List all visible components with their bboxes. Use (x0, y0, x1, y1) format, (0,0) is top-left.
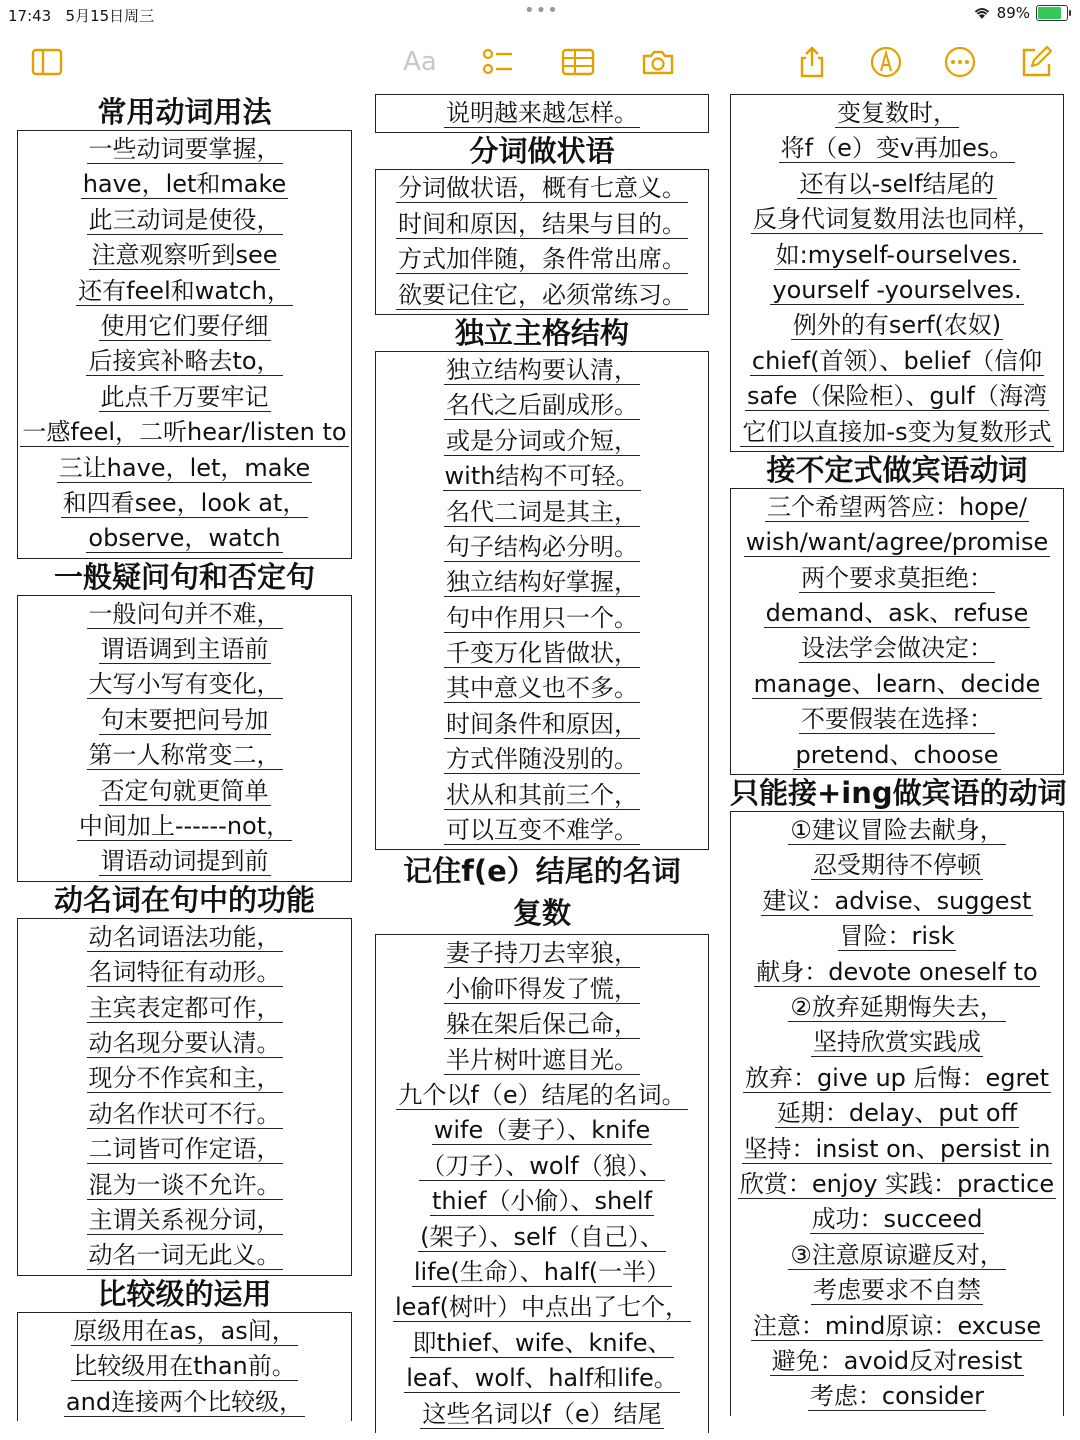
verse-line[interactable] (18, 955, 351, 990)
verse-line-text: 谓语动词提到前 (100, 847, 269, 876)
verse-line-text: 变复数时， (837, 99, 957, 127)
verse-line-text: 动名一词无此义。 (88, 1241, 281, 1270)
verse-line-text: 坚持欣赏实践成 (813, 1028, 981, 1057)
verse-line-text: 妻子持刀去宰狼， (446, 939, 638, 968)
verse-line[interactable] (18, 132, 351, 167)
verse-line-text: demand、ask、refuse (765, 599, 1029, 628)
verse-line-text: 忍受期待不停顿 (813, 851, 981, 880)
status-bar (0, 0, 1080, 28)
verse-box (17, 595, 352, 882)
verse-line[interactable] (376, 1007, 708, 1042)
verse-line[interactable] (376, 171, 708, 206)
verse-line[interactable] (376, 1326, 708, 1361)
verse-line-text: 名词特征有动形。 (88, 958, 281, 987)
verse-line[interactable] (731, 1238, 1063, 1273)
verse-line[interactable] (376, 565, 708, 600)
verse-line-text: 小偷吓得发了慌， (446, 974, 638, 1003)
verse-line-text: 例外的有serf(农奴) (792, 311, 1002, 340)
verse-line-text: 即thief、wife、knife、 (412, 1328, 672, 1357)
verse-line-text: wish/want/agree/promise (745, 528, 1049, 557)
verse-line[interactable] (376, 1290, 708, 1325)
note-column-3 (730, 94, 1067, 1416)
verse-line[interactable] (731, 490, 1063, 525)
verse-line-text: 第一人称常变二， (88, 741, 281, 770)
verse-line[interactable] (18, 1061, 351, 1096)
verse-line-text: 时间条件和原因， (446, 709, 638, 738)
multitask-dots-icon[interactable]: ••• (524, 0, 559, 21)
verse-line-text: 反身代词复数用法也同样， (753, 205, 1041, 234)
verse-line[interactable] (376, 1220, 708, 1255)
verse-line[interactable] (376, 1078, 708, 1113)
verse-line-text: 状从和其前三个， (446, 780, 638, 809)
compose-icon[interactable] (1016, 42, 1056, 82)
verse-line[interactable] (731, 990, 1063, 1025)
verse-line[interactable] (18, 167, 351, 202)
markup-pen-icon[interactable] (866, 42, 906, 82)
verse-line-text: 句末要把问号加 (100, 705, 269, 734)
verse-line-text: 分词做状语，概有七意义。 (398, 174, 686, 203)
verse-line[interactable] (18, 738, 351, 773)
verse-line-text: 方式加伴随，条件常出席。 (398, 245, 686, 274)
verse-line-text: 此三动词是使役， (88, 205, 281, 234)
verse-line[interactable] (376, 813, 708, 848)
verse-line-text: 方式伴随没别的。 (446, 745, 638, 774)
verse-line-text: leaf(树叶）中点出了七个， (395, 1293, 689, 1322)
verse-line[interactable] (18, 380, 351, 415)
verse-line[interactable] (731, 1379, 1063, 1414)
more-options-icon[interactable] (940, 42, 980, 82)
verse-line[interactable] (731, 919, 1063, 954)
verse-line-text: 冒险：risk (839, 922, 955, 951)
verse-line-text: 考虑要求不自禁 (813, 1276, 981, 1305)
section-title: 接不定式做宾语动词 (766, 452, 1028, 487)
verse-line-text: 或是分词或介短， (446, 426, 638, 455)
verse-line[interactable] (731, 955, 1063, 990)
verse-line[interactable] (731, 238, 1063, 273)
verse-line-text: 后接宾补略去to， (88, 347, 281, 376)
verse-line[interactable] (731, 1344, 1063, 1379)
verse-line[interactable] (376, 353, 708, 388)
verse-line-text: 考虑：consider (809, 1382, 985, 1411)
verse-line-text: 句中作用只一个。 (446, 603, 638, 632)
verse-line-text: 放弃：give up 后悔：egret (744, 1063, 1050, 1092)
verse-line-text: 躲在架后保己命， (446, 1010, 638, 1039)
verse-line[interactable] (376, 530, 708, 565)
verse-line-text: 欣赏：enjoy 实践：practice (739, 1169, 1055, 1198)
verse-line-text: 将f（e）变v再加es。 (780, 134, 1014, 163)
verse-line[interactable] (18, 486, 351, 521)
verse-line-text: chief(首领）、belief（信仰 (751, 346, 1043, 375)
verse-line[interactable] (731, 1309, 1063, 1344)
verse-line-text: safe（保险柜）、gulf（海湾 (747, 382, 1047, 411)
verse-line[interactable] (376, 388, 708, 423)
section-title: 只能接+ing做宾语的动词 (730, 776, 1067, 811)
verse-line[interactable] (376, 636, 708, 671)
verse-box (17, 1312, 352, 1421)
status-time: 17:43 5月15日周三 (8, 7, 155, 25)
verse-line[interactable] (731, 702, 1063, 737)
verse-line-text: leaf、wolf、half和life。 (406, 1364, 678, 1393)
verse-line-text: 它们以直接加-s变为复数形式 (742, 417, 1052, 446)
verse-line[interactable] (376, 601, 708, 636)
verse-line[interactable] (18, 1349, 351, 1384)
note-column-2 (375, 94, 709, 1433)
verse-line[interactable] (731, 596, 1063, 631)
verse-line-text: 原级用在as，as间， (73, 1316, 296, 1345)
verse-line-text: 此点千万要牢记 (100, 382, 269, 411)
verse-line[interactable] (376, 1397, 708, 1432)
verse-line[interactable] (731, 631, 1063, 666)
verse-line[interactable] (18, 451, 351, 486)
verse-line-text: have，let和make (82, 170, 287, 199)
verse-line-text: 设法学会做决定： (801, 634, 993, 663)
verse-line[interactable] (376, 424, 708, 459)
verse-line[interactable] (376, 242, 708, 277)
verse-line-text: 名代二词是其主， (446, 497, 638, 526)
section-title: 记住f(e）结尾的名词复数 (403, 854, 681, 931)
verse-line-text: 比较级用在than前。 (73, 1352, 296, 1381)
verse-line-text: 中间加上------not， (78, 812, 291, 841)
section-title: 独立主格结构 (454, 315, 629, 350)
verse-line[interactable] (376, 972, 708, 1007)
verse-line[interactable] (731, 131, 1063, 166)
verse-line[interactable] (376, 1149, 708, 1184)
verse-line[interactable] (731, 561, 1063, 596)
verse-line-text: 半片树叶遮目光。 (446, 1045, 638, 1074)
notes-toolbar (0, 36, 1080, 86)
verse-line-text: 二词皆可作定语， (88, 1135, 281, 1164)
checklist-icon[interactable] (478, 42, 518, 82)
verse-line-text: ②放弃延期悔失去， (790, 992, 1004, 1021)
verse-line[interactable] (18, 415, 351, 450)
section-title: 比较级的运用 (97, 1276, 272, 1311)
verse-line-text: 献身：devote oneself to (756, 957, 1038, 986)
verse-line[interactable] (18, 774, 351, 809)
verse-line[interactable] (376, 936, 708, 971)
verse-line-text: yourself -yourselves. (772, 275, 1022, 304)
verse-line[interactable] (18, 844, 351, 879)
verse-line-text: 动名现分要认清。 (88, 1028, 281, 1057)
verse-line-text: 独立结构好掌握， (446, 568, 638, 597)
verse-line[interactable] (731, 379, 1063, 414)
verse-line-text: 一感feel，二听hear/listen to (22, 418, 347, 447)
verse-line[interactable] (376, 671, 708, 706)
wifi-icon (973, 6, 991, 20)
verse-line-text: with结构不可轻。 (444, 462, 640, 491)
verse-line[interactable] (376, 278, 708, 313)
verse-line[interactable] (731, 167, 1063, 202)
verse-line[interactable] (18, 238, 351, 273)
section-title: 分词做状语 (469, 134, 615, 169)
verse-line[interactable] (731, 273, 1063, 308)
verse-line[interactable] (18, 344, 351, 379)
verse-line-text: 欲要记住它，必须常练习。 (398, 280, 686, 309)
verse-line[interactable] (376, 707, 708, 742)
verse-box (375, 94, 709, 133)
verse-line[interactable] (18, 521, 351, 556)
verse-line-text: life(生命）、half(一半） (413, 1257, 671, 1286)
verse-line[interactable] (731, 202, 1063, 237)
verse-line-text: 大写小写有变化， (88, 670, 281, 699)
verse-line-text: pretend、choose (795, 740, 999, 769)
verse-line[interactable] (18, 597, 351, 632)
verse-line-text: ①建议冒险去献身， (790, 816, 1004, 845)
verse-line-text: 动名作状可不行。 (88, 1099, 281, 1128)
format-text-button[interactable]: Aa (403, 47, 437, 77)
verse-line-text: 动名词语法功能， (88, 922, 281, 951)
verse-box (730, 811, 1064, 1416)
verse-line[interactable] (18, 1203, 351, 1238)
verse-line-text: 成功：succeed (811, 1205, 983, 1234)
verse-line[interactable] (731, 308, 1063, 343)
verse-line-text: 现分不作宾和主， (88, 1064, 281, 1093)
verse-line-text: 谓语调到主语前 (100, 635, 269, 664)
verse-line[interactable] (376, 207, 708, 242)
verse-line[interactable] (376, 1113, 708, 1148)
verse-line-text: 一些动词要掌握， (88, 135, 281, 163)
share-icon[interactable] (792, 42, 832, 82)
verse-line[interactable] (18, 920, 351, 955)
verse-line[interactable] (18, 1026, 351, 1061)
verse-line[interactable] (731, 1025, 1063, 1060)
verse-line[interactable] (731, 344, 1063, 379)
verse-line-text: and连接两个比较级， (65, 1387, 304, 1416)
verse-line[interactable] (18, 1097, 351, 1132)
verse-line-text: 千变万化皆做状， (446, 639, 638, 668)
verse-line[interactable] (18, 809, 351, 844)
verse-line[interactable] (731, 813, 1063, 848)
verse-line[interactable] (376, 495, 708, 530)
battery-percent: 89% (996, 4, 1030, 22)
verse-line[interactable] (376, 459, 708, 494)
camera-icon[interactable] (638, 42, 678, 82)
verse-line-text: 使用它们要仔细 (100, 311, 269, 340)
verse-line[interactable] (731, 848, 1063, 883)
verse-line-text: 注意：mind原谅：excuse (752, 1311, 1042, 1340)
verse-line-text: 名代之后副成形。 (446, 391, 638, 420)
verse-box (17, 918, 352, 1276)
verse-box (375, 934, 709, 1432)
sidebar-toggle-icon[interactable] (27, 42, 67, 82)
verse-line-text: 还有以-self结尾的 (799, 169, 995, 198)
verse-line[interactable] (731, 96, 1063, 131)
verse-line-text: 两个要求莫拒绝： (801, 563, 993, 592)
verse-line[interactable] (18, 1314, 351, 1349)
note-column-1 (17, 94, 352, 1421)
verse-line[interactable] (18, 309, 351, 344)
verse-line-text: 这些名词以f（e）结尾 (422, 1399, 662, 1428)
verse-line-text: 如:myself-ourselves. (775, 240, 1019, 269)
verse-line[interactable] (731, 1132, 1063, 1167)
verse-line[interactable] (731, 1167, 1063, 1202)
verse-line[interactable] (376, 1043, 708, 1078)
verse-line[interactable] (18, 1132, 351, 1167)
section-title: 动名词在句中的功能 (53, 882, 315, 917)
verse-line-text: 时间和原因，结果与目的。 (398, 209, 686, 238)
verse-line[interactable] (18, 203, 351, 238)
verse-line-text: 九个以f（e）结尾的名词。 (398, 1080, 686, 1109)
verse-line-text: 还有feel和watch， (78, 276, 291, 305)
verse-line[interactable] (376, 96, 708, 131)
section-title: 一般疑问句和否定句 (53, 559, 315, 594)
verse-line-text: 延期：delay、put off (776, 1099, 1018, 1128)
verse-line[interactable] (376, 1361, 708, 1396)
verse-box (375, 351, 709, 850)
verse-box (17, 130, 352, 559)
verse-line[interactable] (18, 1168, 351, 1203)
battery-icon (1036, 5, 1068, 21)
verse-line-text: 独立结构要认清， (446, 355, 638, 384)
verse-line[interactable] (731, 667, 1063, 702)
verse-line[interactable] (376, 778, 708, 813)
verse-line[interactable] (18, 667, 351, 702)
verse-line-text: 可以互变不难学。 (446, 816, 638, 845)
verse-line-text: 三让have，let，make (58, 453, 311, 482)
verse-line-text: wife（妻子）、knife (433, 1116, 651, 1145)
verse-line-text: 一般问句并不难， (88, 599, 281, 628)
verse-line-text: 否定句就更简单 (100, 776, 269, 805)
verse-line[interactable] (18, 991, 351, 1026)
verse-line[interactable] (18, 1238, 351, 1273)
verse-line-text: 不要假装在选择： (801, 705, 993, 734)
verse-line-text: 和四看see，look at， (62, 488, 307, 517)
verse-line-text: 其中意义也不多。 (446, 674, 638, 703)
verse-line-text: 避免：avoid反对resist (771, 1346, 1023, 1375)
section-title: 常用动词用法 (97, 95, 272, 129)
verse-line[interactable] (376, 742, 708, 777)
verse-line[interactable] (731, 738, 1063, 773)
verse-line[interactable] (731, 1061, 1063, 1096)
verse-line-text: manage、learn、decide (753, 669, 1041, 698)
verse-line-text: ③注意原谅避反对， (790, 1240, 1004, 1269)
verse-line-text: 主宾表定都可作， (88, 993, 281, 1022)
verse-line-text: 混为一谈不允许。 (88, 1170, 281, 1199)
verse-line[interactable] (731, 1273, 1063, 1308)
verse-line[interactable] (731, 1202, 1063, 1237)
verse-line[interactable] (731, 1096, 1063, 1131)
verse-line-text: 坚持：insist on、persist in (743, 1134, 1051, 1163)
verse-line[interactable] (376, 1184, 708, 1219)
verse-box (375, 169, 709, 315)
verse-line[interactable] (18, 1385, 351, 1420)
verse-line-text: thief（小偷）、shelf (431, 1187, 653, 1216)
verse-line-text: 主谓关系视分词， (88, 1205, 281, 1234)
verse-line-text: 句子结构必分明。 (446, 532, 638, 561)
verse-line[interactable] (731, 525, 1063, 560)
verse-box (730, 94, 1064, 452)
verse-line-text: 三个希望两答应：hope/ (767, 492, 1027, 521)
verse-line-text: 说明越来越怎样。 (446, 99, 638, 127)
verse-line[interactable] (376, 1255, 708, 1290)
verse-line[interactable] (731, 884, 1063, 919)
verse-line[interactable] (18, 632, 351, 667)
verse-line[interactable] (18, 274, 351, 309)
verse-line-text: 建议：advise、suggest (762, 886, 1032, 915)
table-icon[interactable] (558, 42, 598, 82)
verse-line[interactable] (18, 703, 351, 738)
verse-line-text: observe，watch (88, 524, 281, 553)
verse-line-text: （刀子）、wolf（狼）、 (421, 1151, 663, 1180)
verse-line-text: 注意观察听到see (91, 241, 278, 270)
verse-box (730, 488, 1064, 775)
verse-line[interactable] (731, 415, 1063, 450)
verse-line-text: (架子）、self（自己）、 (420, 1222, 664, 1251)
